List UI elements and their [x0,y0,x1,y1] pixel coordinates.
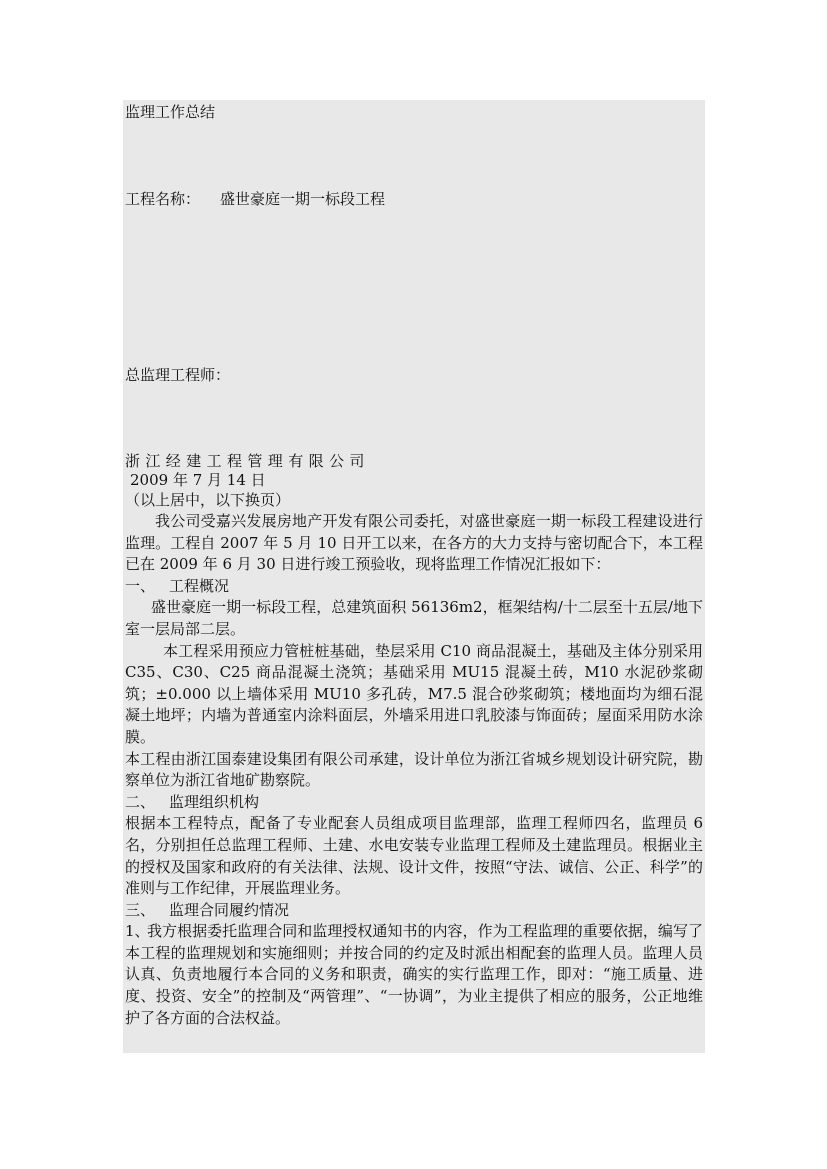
project-name-label: 工程名称： [125,190,201,208]
layout-note: （以上居中，以下换页） [125,491,291,509]
item-text: 我方根据委托监理合同和监理授权通知书的内容，作为工程监理的重要依据，编写了本工程的监理规划和实施细则；并按合同的约定及时派出相配套的监理人员。监理人员认真、负责地履行本合同的义务和职责，确实的实行监理工作，即对：“施工质量、进度、投资、安全”的控制及“两管理”、“一协调”，为业主提供了相应的服务，公正地维护了各方面的合法权益。 [125,922,703,1027]
section-number: 三、 [125,900,156,919]
project-name-value: 盛世豪庭一期一标段工程 [220,190,386,208]
report-body [125,511,703,1029]
report-date: 2009 年 7 月 14 日 [130,471,266,489]
section-number: 二、 [125,792,156,811]
item-number: 1、 [125,922,150,941]
section-title: 监理组织机构 [169,792,260,811]
section-title: 工程概况 [169,576,230,595]
section-heading-organization [125,792,703,814]
overview-paragraph-2: 本工程采用预应力管桩桩基础，垫层采用 C10 商品混凝土，基础及主体分别采用 C35、C30、C25 商品混凝土浇筑；基础采用 MU15 混凝土砖，M10 水泥砂浆砌筑；±0.000 以上墙体采用 MU10 多孔砖，M7.5 混合砂浆砌筑；楼地面均为细石混凝土地坪；内墙为普通室内涂料面层，外墙采用进口乳胶漆与饰面砖；屋面采用防水涂膜。 [125,641,703,746]
contract-item-1 [125,921,703,1029]
section-number: 一、 [125,576,156,595]
section-heading-overview [125,576,703,598]
overview-paragraph-1: 盛世豪庭一期一标段工程，总建筑面积 56136m2，框架结构/十二层至十五层/地下室一层局部二层。 [125,598,703,638]
intro-paragraph: 我公司受嘉兴发展房地产开发有限公司委托，对盛世豪庭一期一标段工程建设进行监理。工程自 2007 年 5 月 10 日开工以来，在各方的大力支持与密切配合下，本工程已在 2009 年 6 月 30 日进行竣工预验收，现将监理工作情况汇报如下： [125,512,703,574]
chief-engineer-label: 总监理工程师： [125,366,231,384]
organization-paragraph: 根据本工程特点，配备了专业配套人员组成项目监理部，监理工程师四名，监理员 6 名，分别担任总监理工程师、土建、水电安装专业监理工程师及土建监理员。根据业主的授权及国家和政府的有关法律、法规、设计文件，按照“守法、诚信、公正、科学”的准则与工作纪律，开展监理业务。 [125,814,703,898]
company-name: 浙江经建工程管理有限公司 [125,452,370,470]
project-name-line [125,188,385,210]
section-heading-contract [125,900,703,922]
document-title: 监理工作总结 [125,103,216,121]
overview-paragraph-3: 本工程由浙江国泰建设集团有限公司承建，设计单位为浙江省城乡规划设计研究院，勘察单位为浙江省地矿勘察院。 [125,749,703,790]
section-title: 监理合同履约情况 [169,900,290,919]
